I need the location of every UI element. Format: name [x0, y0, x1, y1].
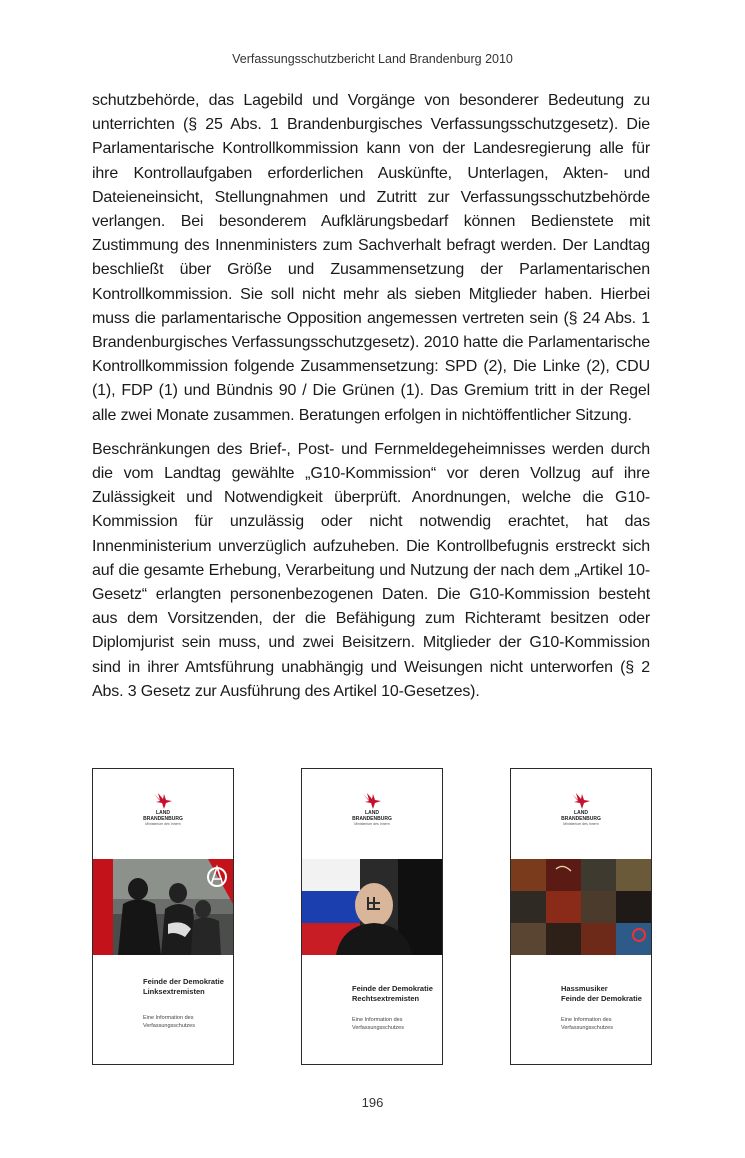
running-header: Verfassungsschutzbericht Land Brandenburg 2010: [232, 52, 513, 66]
logo-text-ministry: Ministerium des Innern: [145, 822, 181, 826]
logo-text-brandenburg: BRANDENBURG: [352, 815, 392, 822]
logo-text-land: LAND: [574, 810, 588, 816]
cover-title: Feinde der Demokratie Linksextremisten: [143, 977, 224, 996]
brandenburg-logo: [342, 791, 402, 827]
brochure-cover-linksextremisten: [92, 768, 234, 1065]
eagle-icon: [570, 791, 592, 811]
cover-title: Hassmusiker Feinde der Demokratie: [561, 984, 642, 1003]
paragraph-2: Beschränkungen des Brief-, Post- und Fernmeldegeheimnisses werden durch die vom Landtag gewählte „G10-Kommission“ vor deren Vollzug auf ihre Zulässigkeit und Notwendigkeit überprüft. Anordnungen, welche die G10-Kommission für unzulässig oder nicht notwendig erachtet, hat das Innenministerium unverzüglich aufzuheben. Die Kontrollbefugnis erstreckt sich auf die gesamte Erhebung, Verarbeitung und Nutzung der nach dem „Artikel 10-Gesetz“ erlangten personenbezogenen Daten. Die G10-Kommission besteht aus dem Vorsitzenden, der die Befähigung zum Richteramt besitzen oder Diplomjurist sein muss, und zwei Beisitzern. Mitglieder der G10-Kommission sind in ihrer Amtsführung unabhängig und Weisungen nicht unterworfen (§ 2 Abs. 3 Gesetz zur Ausführung des Artikel 10-Gesetzes).: [92, 440, 650, 700]
logo-text-ministry: Ministerium des Innern: [354, 822, 390, 826]
logo-text-ministry: Ministerium des Innern: [563, 822, 599, 826]
logo-text-brandenburg: BRANDENBURG: [143, 815, 183, 822]
brandenburg-logo: [551, 791, 611, 827]
eagle-icon: [152, 791, 174, 811]
cover-subtitle: Eine Information des Verfassungsschutzes: [352, 1017, 404, 1031]
cover-title: Feinde der Demokratie Rechtsextremisten: [352, 984, 433, 1003]
cover-photo-album-collage: [511, 859, 651, 955]
cover-subtitle: Eine Information des Verfassungsschutzes: [143, 1015, 195, 1029]
body-text: [92, 89, 650, 714]
logo-text-land: LAND: [156, 810, 170, 816]
cover-photo-skinhead: [302, 859, 442, 955]
paragraph-1: schutzbehörde, das Lagebild und Vorgänge von besonderer Bedeutung zu unterrichten (§ 25 Abs. 1 Brandenburgisches Verfassungsschutzgesetz). Die Parlamentarische Kontrollkommission kann von der Landesregierung alle für ihre Kontrollaufgaben erforderlichen Auskünfte, Unterlagen, Akten- und Dateieneinsicht, Stellungnahmen und Zutritt zur Verfassungsschutzbehörde verlangen. Bei besonderem Aufklärungsbedarf können Bedienstete mit Zustimmung des Innenministers zum Sachverhalt befragt werden. Der Landtag beschließt über Größe und Zusammensetzung der Parlamentarischen Kontrollkommission. Sie soll nicht mehr als sieben Mitglieder haben. Hierbei muss die parlamentarische Opposition angemessen vertreten sein (§ 24 Abs. 1 Brandenburgisches Verfassungsschutzgesetz). 2010 hatte die Parlamentarische Kontrollkommission folgende Zusammensetzung: SPD (2), Die Linke (2), CDU (1), FDP (1) und Bündnis 90 / Die Grünen (1). Das Gremium tritt in der Regel alle zwei Monate zusammen. Beratungen erfolgen in nichtöffentlicher Sitzung.: [92, 92, 650, 424]
brochure-cover-hassmusiker: [510, 768, 652, 1065]
brochure-cover-rechtsextremisten: [301, 768, 443, 1065]
logo-text-land: LAND: [365, 810, 379, 816]
cover-photo-protesters: [93, 859, 233, 955]
eagle-icon: [361, 791, 383, 811]
brandenburg-logo: [133, 791, 193, 827]
cover-subtitle: Eine Information des Verfassungsschutzes: [561, 1017, 613, 1031]
page-number: 196: [361, 1095, 384, 1110]
logo-text-brandenburg: BRANDENBURG: [561, 815, 601, 822]
brochure-covers: [92, 768, 650, 1065]
